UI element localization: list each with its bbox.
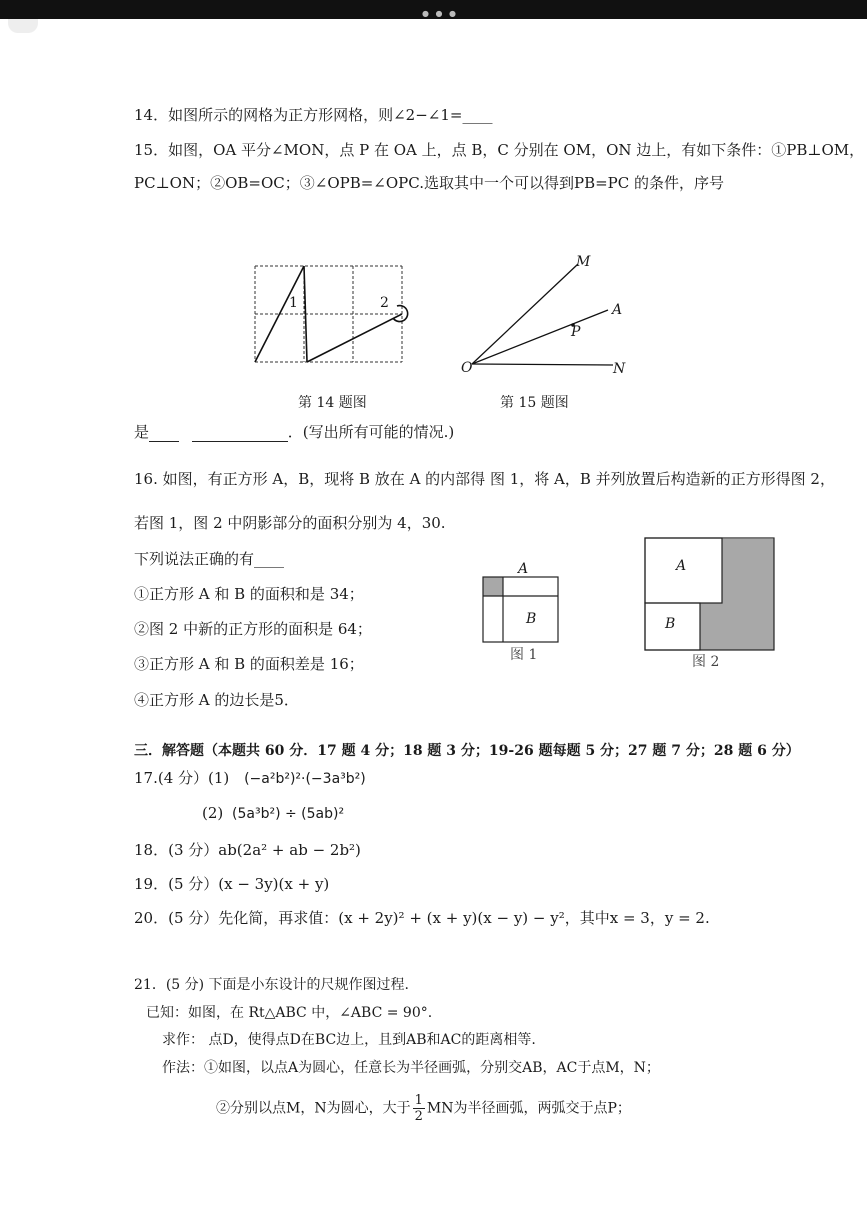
q19-text: 19．(5 分）(x − 3y)(x + y) — [134, 875, 330, 893]
q16-fig2 — [644, 537, 776, 652]
fig14-label-1: 1 — [289, 295, 298, 311]
q16-fig1-caption: 图 1 — [510, 647, 538, 663]
q16-option-4: ④正方形 A 的边长是5． — [134, 691, 299, 709]
q16-fig1-label-B: B — [526, 611, 537, 627]
q17-part2 — [202, 803, 344, 824]
q17-expr2: (5a³b²) ÷ (5ab)² — [232, 806, 345, 822]
q21-line4: 作法：①如图，以点A为圆心，任意长为半径画弧，分别交AB，AC于点M，N； — [162, 1060, 660, 1076]
q15-line1: 15．如图，OA 平分∠MON，点 P 在 OA 上，点 B，C 分别在 OM，ON 边上，有如下条件：①PB⊥OM， — [134, 141, 865, 159]
q16-fig2-label-A: A — [676, 558, 687, 574]
q16-option-1: ①正方形 A 和 B 的面积和是 34； — [134, 585, 364, 603]
q15-blank-2[interactable] — [192, 425, 288, 442]
q20-text: 20．(5 分）先化简，再求值：(x + 2y)² + (x + y)(x − y) − y²，其中x = 3，y = 2. — [134, 909, 710, 927]
q17-part1 — [134, 768, 366, 789]
q16-line2: 若图 1，图 2 中阴影部分的面积分别为 4，30. — [134, 514, 446, 532]
q16-fig2-caption: 图 2 — [692, 654, 720, 670]
q17-label2: (2) — [202, 804, 224, 822]
q16-fig1 — [482, 576, 560, 644]
q14-text: 14．如图所示的网格为正方形网格，则∠2−∠1= — [134, 106, 463, 124]
handle-dots-icon[interactable]: ● ● ● — [422, 9, 459, 18]
q18-text: 18．(3 分）ab(2a² + ab − 2b²) — [134, 841, 361, 859]
fig15-label-O: O — [461, 360, 473, 376]
fig15-label-P: P — [571, 324, 581, 340]
q21-line3: 求作： 点D，使得点D在BC边上，且到AB和AC的距离相等. — [162, 1032, 536, 1048]
q15-suffix: ．(写出所有可能的情况.) — [287, 423, 455, 441]
q21-line1: 21．(5 分) 下面是小东设计的尺规作图过程. — [134, 977, 409, 993]
q16-prompt: 下列说法正确的有 — [134, 550, 255, 568]
corner-tab — [8, 19, 38, 33]
q21-line2: 已知：如图，在 Rt△ABC 中，∠ABC = 90°. — [146, 1005, 433, 1021]
q21-line5-suffix: MN为半径画弧，两弧交于点P； — [426, 1100, 631, 1117]
q14-line — [134, 105, 492, 125]
q16-line3 — [134, 549, 284, 569]
q16-fig2-label-B: B — [665, 616, 676, 632]
fig15-caption: 第 15 题图 — [500, 395, 569, 411]
q15-answer-line — [134, 422, 454, 442]
q16-option-2: ②图 2 中新的正方形的面积是 64； — [134, 620, 372, 638]
q21-frac-num: 1 — [414, 1093, 423, 1108]
fig14-grid — [255, 266, 405, 366]
q16-fig1-label-A: A — [518, 561, 529, 577]
q16-blank: ____ — [254, 550, 285, 568]
q16-option-3: ③正方形 A 和 B 的面积差是 16； — [134, 655, 364, 673]
fig14-label-2: 2 — [380, 295, 389, 311]
q14-blank: ____ — [462, 106, 493, 124]
fig15-angle — [470, 262, 623, 372]
q16-line1: 16. 如图，有正方形 A，B，现将 B 放在 A 的内部得 图 1，将 A，B 并列放置后构造新的正方形得图 2， — [134, 470, 835, 488]
fig15-label-N: N — [613, 361, 626, 377]
q21-fraction — [413, 1093, 425, 1124]
fig15-label-M: M — [576, 254, 591, 270]
top-bar — [0, 0, 867, 19]
fig14-caption: 第 14 题图 — [298, 395, 367, 411]
q17-label: 17.(4 分）(1) — [134, 769, 230, 787]
q15-prefix: 是 — [134, 423, 150, 441]
q21-frac-den: 2 — [414, 1109, 423, 1124]
section3-heading: 三．解答题（本题共 60 分．17 题 4 分；18 题 3 分；19-26 题每题 5 分；27 题 7 分；28 题 6 分） — [134, 743, 800, 759]
q17-expr1: (−a²b²)²·(−3a³b²) — [244, 771, 366, 787]
q15-line2: PC⊥ON；②OB=OC；③∠OPB=∠OPC.选取其中一个可以得到PB=PC 的条件，序号 — [134, 174, 725, 192]
q15-blank-1[interactable] — [149, 425, 179, 442]
q21-line5-prefix: ②分别以点M，N为圆心，大于 — [216, 1100, 411, 1117]
q21-line5 — [216, 1093, 631, 1124]
fig15-label-A: A — [612, 302, 623, 318]
